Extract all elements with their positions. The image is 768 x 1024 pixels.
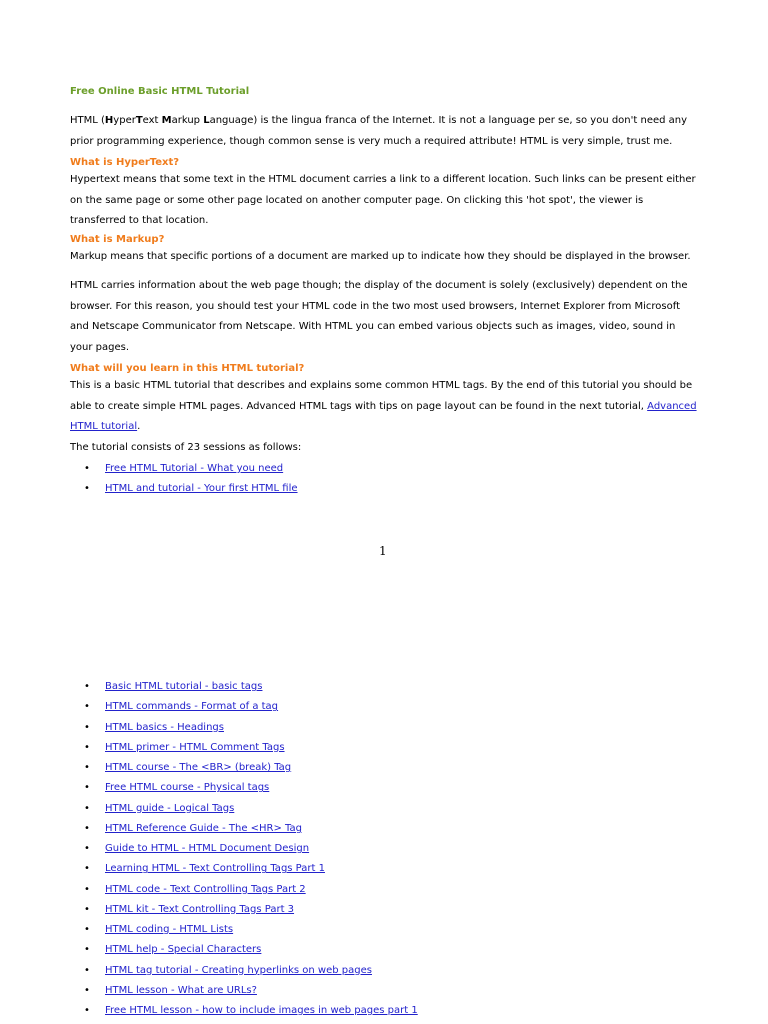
bullet-icon: • [84, 463, 90, 474]
session-link[interactable]: HTML and tutorial - Your first HTML file [105, 483, 298, 495]
intro-block [70, 111, 700, 152]
session-link[interactable]: Free HTML Tutorial - What you need [105, 463, 284, 474]
session-link[interactable]: HTML basics - Headings [105, 721, 224, 733]
session-link[interactable]: HTML tag tutorial - Creating hyperlinks on web pages [105, 964, 372, 976]
session-link[interactable]: Guide to HTML - HTML Document Design [105, 843, 310, 854]
list-item [70, 900, 700, 920]
bullet-icon: • [84, 762, 90, 773]
list-item [70, 718, 700, 738]
intro-paragraph: HTML (HyperText Markup Language) is the lingua franca of the Internet. It is not a language per se, so you don't need any prior programming experience, though common sense is very much a required attribute! HTML is very simple, trust me. [70, 115, 688, 147]
session-link[interactable]: Free HTML lesson - how to include images in web pages part 1 [105, 1005, 418, 1016]
session-link[interactable]: Learning HTML - Text Controlling Tags Part 1 [105, 863, 325, 875]
hypertext-section [70, 156, 700, 232]
browser-section [70, 276, 700, 358]
bullet-icon: • [84, 944, 90, 956]
markup-paragraph: Markup means that specific portions of a document are marked up to indicate how they should be displayed in the browser. [70, 251, 691, 262]
bullet-icon: • [84, 782, 90, 794]
bullet-icon: • [84, 984, 90, 996]
list-item [70, 799, 700, 819]
list-item [70, 677, 700, 697]
list-item [70, 479, 700, 499]
bullet-icon: • [84, 863, 90, 875]
list-item [70, 859, 700, 879]
hypertext-heading: What is HyperText? [70, 157, 180, 168]
session-list-page1 [70, 459, 700, 500]
session-link[interactable]: HTML help - Special Characters [105, 944, 262, 956]
browser-paragraph: HTML carries information about the web page though; the display of the document is solely (exclusively) dependent on the browser. For this reason, you should test your HTML code in the two most used browsers, Internet Explorer from Microsoft and Netscape Communicator from Netscape. With HTML you can embed various objects such as images, video, sound in your pages. [70, 280, 688, 353]
session-link[interactable]: HTML kit - Text Controlling Tags Part 3 [105, 903, 295, 915]
session-link[interactable]: Basic HTML tutorial - basic tags [105, 681, 263, 692]
page-number: 1 [379, 544, 387, 558]
sessions-intro: The tutorial consists of 23 sessions as follows: [70, 441, 302, 453]
list-item [70, 459, 700, 479]
session-link[interactable]: HTML course - The <BR> (break) Tag [105, 762, 292, 773]
bullet-icon: • [84, 903, 90, 915]
list-item [70, 1001, 700, 1021]
learn-heading: What will you learn in this HTML tutorial? [70, 363, 305, 374]
bullet-icon: • [84, 701, 90, 713]
bullet-icon: • [84, 741, 90, 753]
advanced-tutorial-link[interactable]: Advanced HTML tutorial [70, 400, 697, 433]
list-item [70, 697, 700, 717]
bullet-icon: • [84, 822, 90, 834]
bullet-icon: • [84, 883, 90, 895]
bullet-icon: • [84, 681, 90, 692]
hypertext-paragraph: Hypertext means that some text in the HTML document carries a link to a different location. Such links can be present either on the same page or some other page located on another computer page. On clicking this 'hot spot', the viewer is transferred to that location. [70, 174, 696, 227]
session-link[interactable]: HTML primer - HTML Comment Tags [105, 741, 285, 753]
list-item [70, 839, 700, 859]
session-link[interactable]: HTML coding - HTML Lists [105, 924, 234, 935]
bullet-icon: • [84, 721, 90, 733]
bullet-icon: • [84, 802, 90, 814]
page-title: Free Online Basic HTML Tutorial [70, 86, 250, 97]
list-item [70, 758, 700, 778]
markup-section [70, 233, 700, 268]
learn-section [70, 362, 700, 458]
list-item [70, 819, 700, 839]
list-item [70, 920, 700, 940]
bullet-icon: • [84, 1005, 90, 1016]
session-link[interactable]: HTML lesson - What are URLs? [105, 984, 257, 996]
learn-paragraph: This is a basic HTML tutorial that describes and explains some common HTML tags. By the end of this tutorial you should be able to create simple HTML pages. Advanced HTML tags with tips on page layout can be found in the next tutorial, Advanced HTML tutorial. [70, 380, 697, 433]
session-link[interactable]: HTML guide - Logical Tags [105, 802, 235, 814]
bullet-icon: • [84, 843, 90, 854]
list-item [70, 778, 700, 798]
list-item [70, 738, 700, 758]
list-item [70, 940, 700, 960]
markup-heading: What is Markup? [70, 234, 165, 245]
list-item [70, 880, 700, 900]
session-link[interactable]: HTML code - Text Controlling Tags Part 2 [105, 883, 306, 895]
bullet-icon: • [84, 483, 90, 495]
session-link[interactable]: Free HTML course - Physical tags [105, 782, 270, 794]
session-list-page2 [70, 677, 700, 1021]
list-item [70, 961, 700, 981]
session-link[interactable]: HTML commands - Format of a tag [105, 701, 279, 713]
list-item [70, 981, 700, 1001]
bullet-icon: • [84, 924, 90, 935]
session-link[interactable]: HTML Reference Guide - The <HR> Tag [105, 822, 302, 834]
bullet-icon: • [84, 964, 90, 976]
